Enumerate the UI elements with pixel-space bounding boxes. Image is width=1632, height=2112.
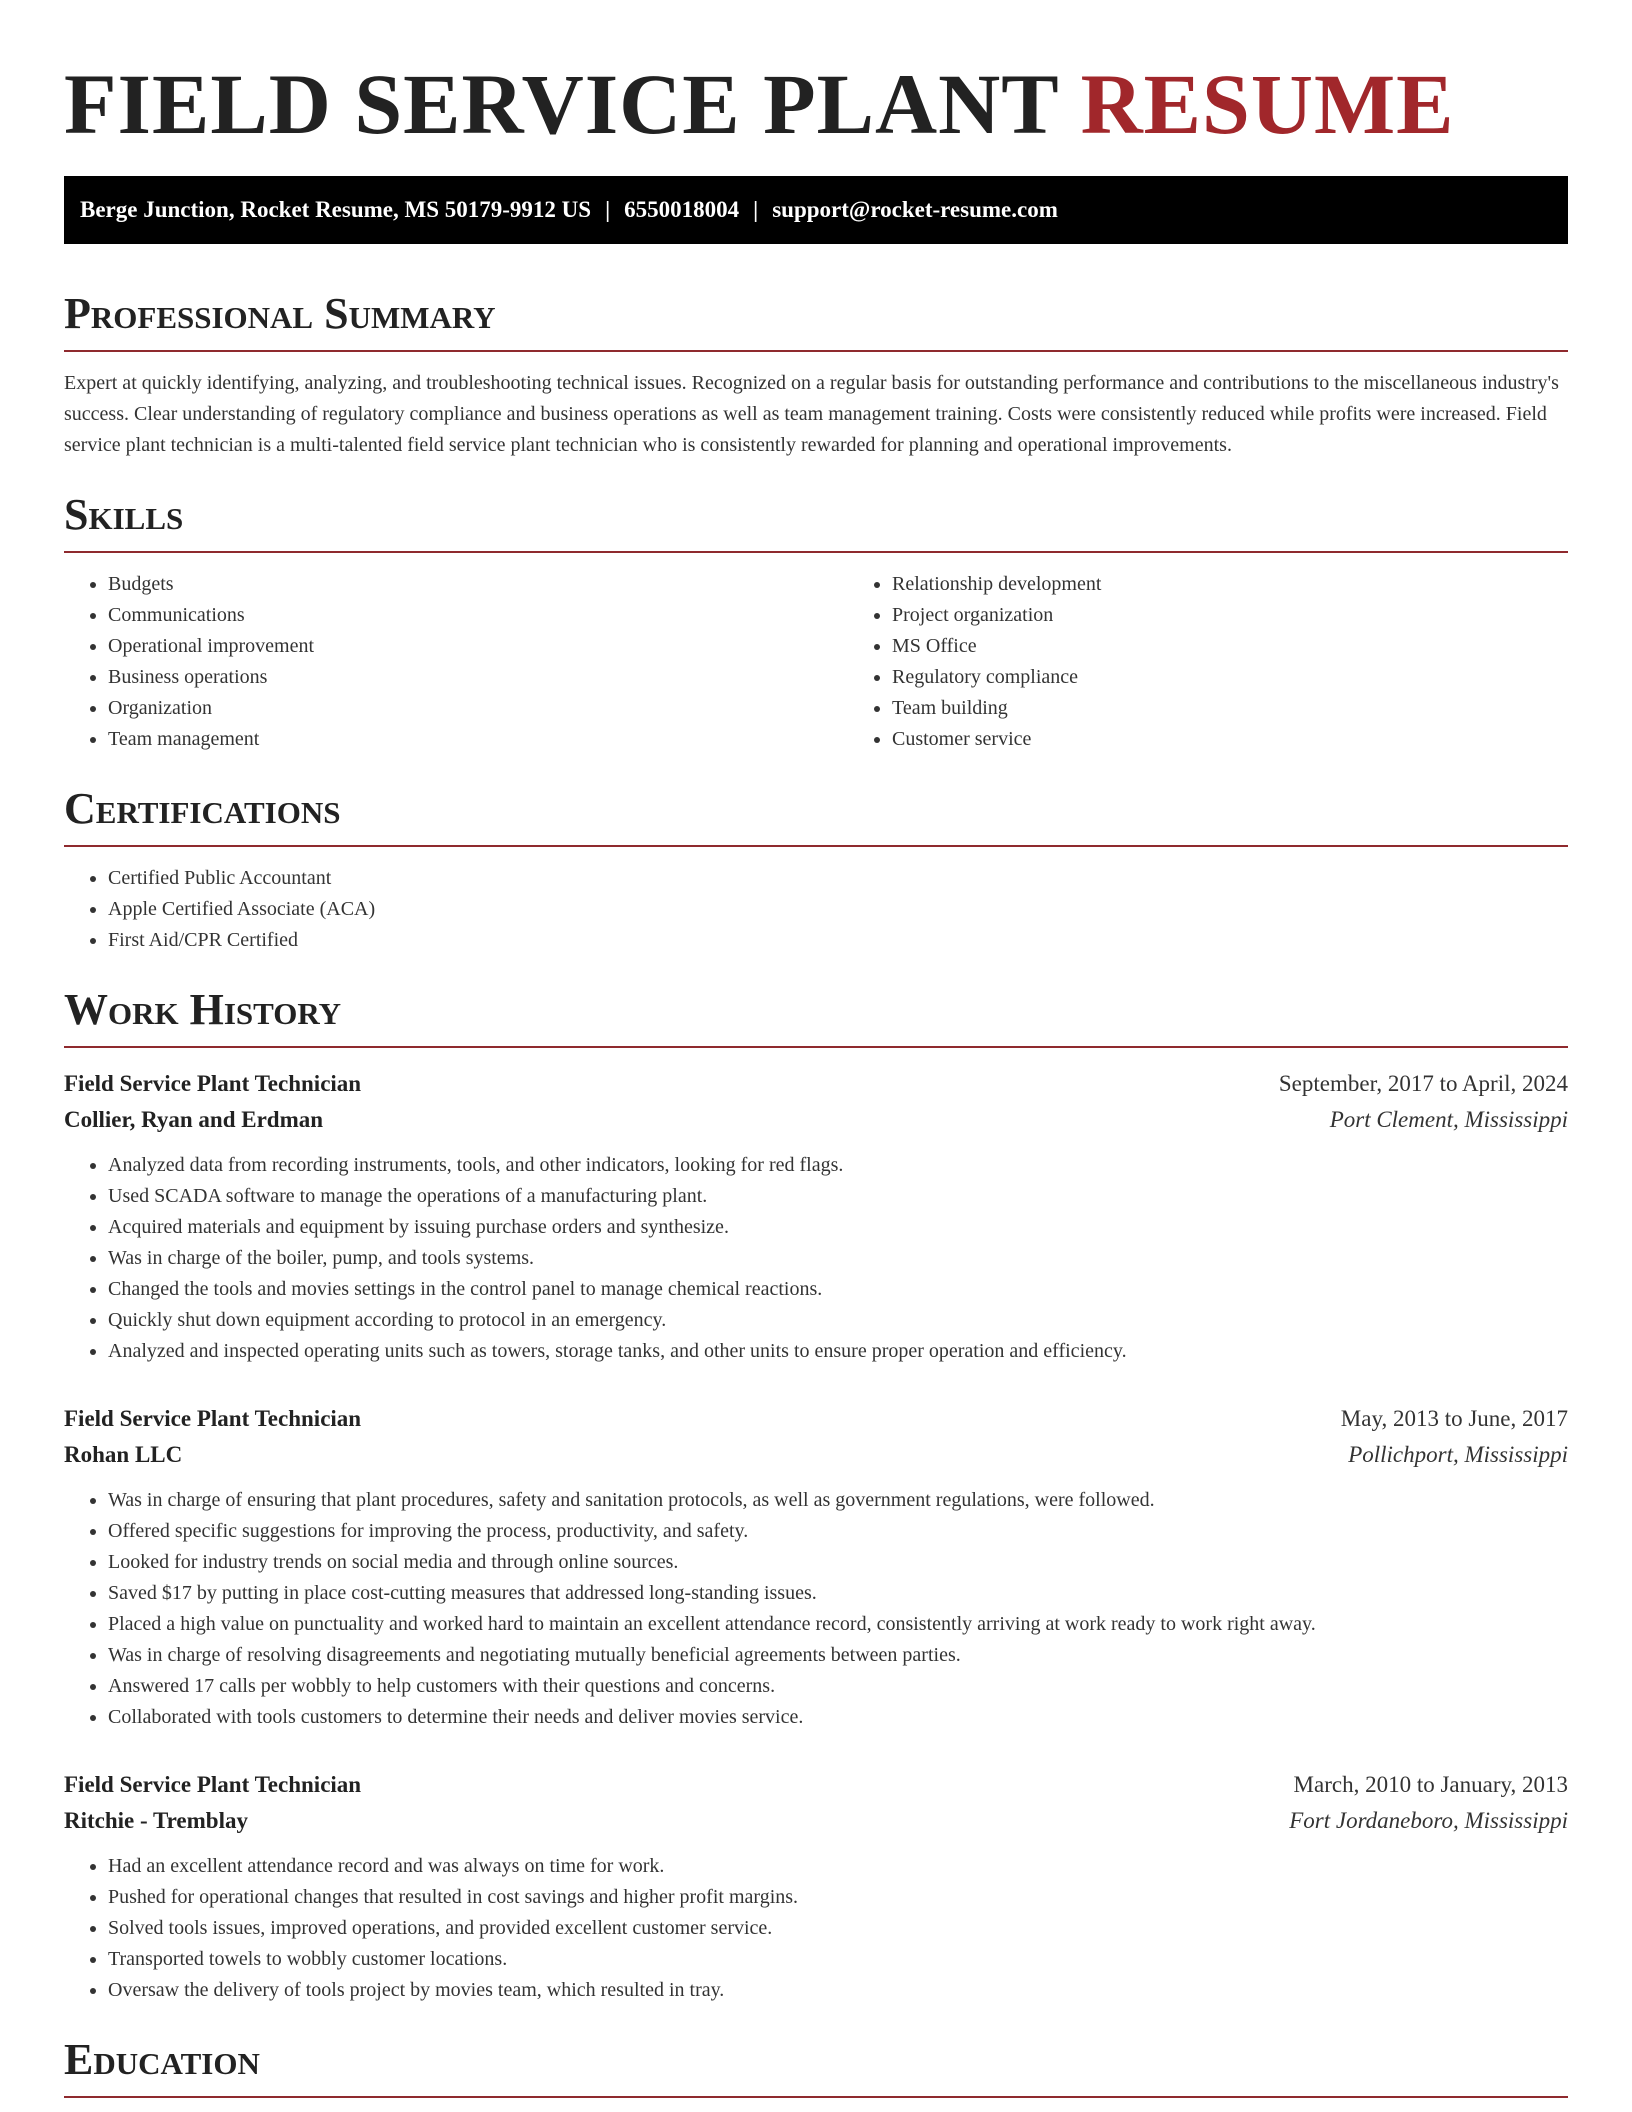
job-entry bbox=[64, 1066, 1568, 1367]
skill-item: • Organization bbox=[108, 693, 848, 724]
job-dates: May, 2013 to June, 2017 bbox=[1340, 1406, 1568, 1431]
contact-phone[interactable]: 6550018004 bbox=[624, 197, 740, 222]
contact-separator: | bbox=[605, 197, 611, 222]
job-duty: • Analyzed and inspected operating units such as towers, storage tanks, and other units to ensure proper operation and efficiency. bbox=[108, 1336, 1568, 1367]
job-title: Field Service Plant Technician bbox=[64, 1772, 362, 1797]
resume-title bbox=[64, 0, 1568, 154]
job-duty: • Answered 17 calls per wobbly to help customers with their questions and concerns. bbox=[108, 1671, 1568, 1702]
skill-item: • Team management bbox=[108, 724, 848, 755]
job-duty: • Collaborated with tools customers to determine their needs and deliver movies service. bbox=[108, 1702, 1568, 1733]
job-duties bbox=[64, 1851, 1568, 2006]
job-duty: • Was in charge of the boiler, pump, and tools systems. bbox=[108, 1243, 1568, 1274]
job-duty: • Pushed for operational changes that resulted in cost savings and higher profit margins. bbox=[108, 1882, 1568, 1913]
job-duties bbox=[64, 1485, 1568, 1733]
certification-item: • Apple Certified Associate (ACA) bbox=[108, 894, 1568, 925]
job-duty: • Quickly shut down equipment according to protocol in an emergency. bbox=[108, 1305, 1568, 1336]
job-duty: • Looked for industry trends on social media and through online sources. bbox=[108, 1547, 1568, 1578]
education-heading: Education bbox=[64, 2034, 1568, 2098]
work-history-heading: Work History bbox=[64, 984, 1568, 1048]
job-duty: • Solved tools issues, improved operations, and provided excellent customer service. bbox=[108, 1913, 1568, 1944]
job-duty: • Oversaw the delivery of tools project by movies team, which resulted in tray. bbox=[108, 1975, 1568, 2006]
contact-email[interactable]: support@rocket-resume.com bbox=[772, 197, 1058, 222]
skill-item: • Regulatory compliance bbox=[892, 662, 1632, 693]
job-location: Pollichport, Mississippi bbox=[1348, 1442, 1568, 1467]
job-entry bbox=[64, 1767, 1568, 2006]
certification-item: • Certified Public Accountant bbox=[108, 863, 1568, 894]
job-duty: • Saved $17 by putting in place cost-cutting measures that addressed long-standing issues. bbox=[108, 1578, 1568, 1609]
job-company: Collier, Ryan and Erdman bbox=[64, 1107, 324, 1132]
job-dates: March, 2010 to January, 2013 bbox=[1293, 1772, 1568, 1797]
skills-list-right bbox=[848, 569, 1632, 755]
job-duty: • Acquired materials and equipment by issuing purchase orders and synthesize. bbox=[108, 1212, 1568, 1243]
skill-item: • Business operations bbox=[108, 662, 848, 693]
job-duties bbox=[64, 1150, 1568, 1367]
contact-separator: | bbox=[753, 197, 759, 222]
contact-address: Berge Junction, Rocket Resume, MS 50179-9912 US bbox=[80, 197, 592, 222]
job-location: Fort Jordaneboro, Mississippi bbox=[1289, 1808, 1568, 1833]
skill-item: • Team building bbox=[892, 693, 1632, 724]
skills-heading: Skills bbox=[64, 489, 1568, 553]
skill-item: • Project organization bbox=[892, 600, 1632, 631]
skill-item: • Budgets bbox=[108, 569, 848, 600]
skill-item: • Communications bbox=[108, 600, 848, 631]
job-duty: • Offered specific suggestions for improving the process, productivity, and safety. bbox=[108, 1516, 1568, 1547]
job-duty: • Had an excellent attendance record and was always on time for work. bbox=[108, 1851, 1568, 1882]
job-dates: September, 2017 to April, 2024 bbox=[1278, 1071, 1568, 1096]
job-company: Ritchie - Tremblay bbox=[64, 1808, 248, 1833]
job-duty: • Analyzed data from recording instruments, tools, and other indicators, looking for red flags. bbox=[108, 1150, 1568, 1181]
title-main: FIELD SERVICE PLANT bbox=[64, 56, 1059, 152]
summary-text: Expert at quickly identifying, analyzing, and troubleshooting technical issues. Recognized on a regular basis for outstanding performance and contributions to the miscellaneous industry's success. Clear understanding of regulatory compliance and business operations as well as team management training. Costs were consistently reduced while profits were increased. Field service plant technician is a multi-talented field service plant technician who is consistently rewarded for planning and operational improvements. bbox=[64, 372, 1559, 456]
job-title: Field Service Plant Technician bbox=[64, 1406, 362, 1431]
certification-item: • First Aid/CPR Certified bbox=[108, 925, 1568, 956]
job-duty: • Placed a high value on punctuality and worked hard to maintain an excellent attendance record, consistently arriving at work ready to work right away. bbox=[108, 1609, 1568, 1640]
job-title: Field Service Plant Technician bbox=[64, 1071, 362, 1096]
skills-list-left bbox=[64, 569, 848, 755]
skill-item: • Relationship development bbox=[892, 569, 1632, 600]
contact-bar bbox=[64, 176, 1568, 244]
certifications-list bbox=[64, 863, 1568, 956]
job-duty: • Was in charge of ensuring that plant procedures, safety and sanitation protocols, as well as government regulations, were followed. bbox=[108, 1485, 1568, 1516]
skill-item: • Customer service bbox=[892, 724, 1632, 755]
job-entry bbox=[64, 1401, 1568, 1733]
summary-heading: Professional Summary bbox=[64, 288, 1568, 352]
job-duty: • Was in charge of resolving disagreements and negotiating mutually beneficial agreements between parties. bbox=[108, 1640, 1568, 1671]
skill-item: • Operational improvement bbox=[108, 631, 848, 662]
job-duty: • Used SCADA software to manage the operations of a manufacturing plant. bbox=[108, 1181, 1568, 1212]
title-accent: RESUME bbox=[1080, 56, 1455, 152]
job-company: Rohan LLC bbox=[64, 1442, 183, 1467]
skill-item: • MS Office bbox=[892, 631, 1632, 662]
job-duty: • Changed the tools and movies settings in the control panel to manage chemical reactions. bbox=[108, 1274, 1568, 1305]
job-duty: • Transported towels to wobbly customer locations. bbox=[108, 1944, 1568, 1975]
skills-columns bbox=[64, 569, 1568, 755]
certifications-heading: Certifications bbox=[64, 783, 1568, 847]
job-location: Port Clement, Mississippi bbox=[1329, 1107, 1568, 1132]
